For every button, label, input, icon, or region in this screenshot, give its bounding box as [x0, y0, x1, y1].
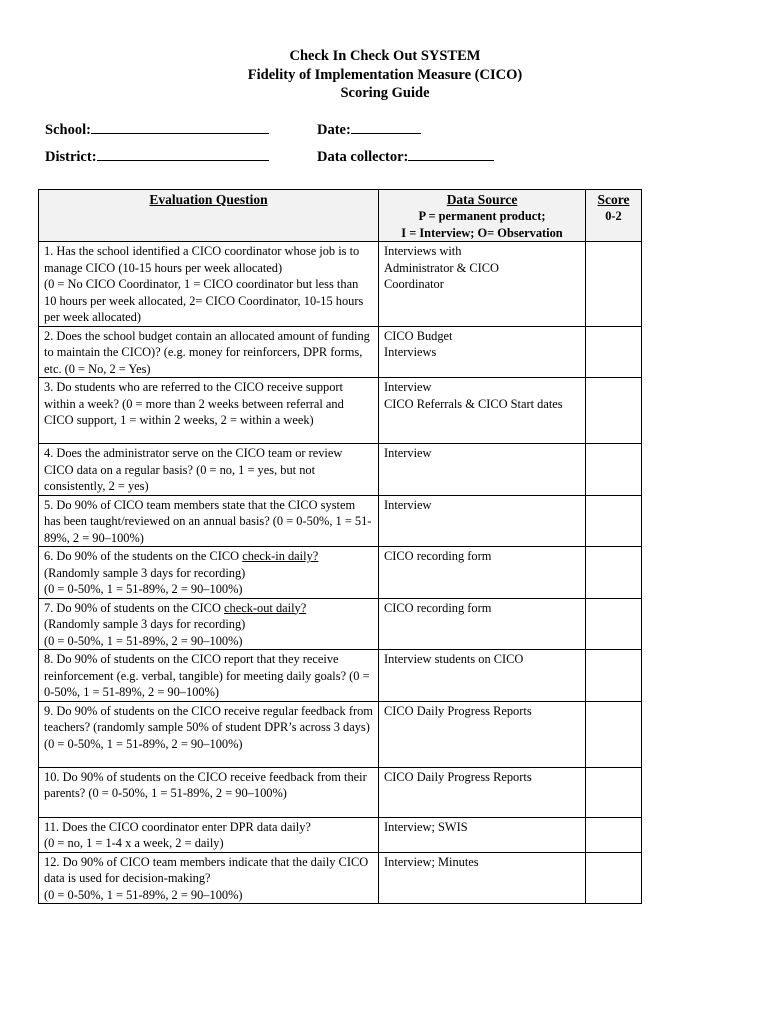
question-cell: 3. Do students who are referred to the CICO receive support within a week? (0 = more than 2 weeks between referral and CICO support, 1 = within 2 weeks, 2 = within a week)	[39, 378, 379, 444]
header-score	[586, 190, 642, 242]
source-cell: Interview students on CICO	[379, 650, 586, 702]
table-row	[39, 326, 642, 378]
score-cell[interactable]	[586, 326, 642, 378]
school-blank[interactable]	[91, 119, 269, 134]
document-subtitle: Fidelity of Implementation Measure (CICO)	[247, 66, 523, 83]
school-label: School:	[45, 122, 91, 138]
table-row	[39, 701, 642, 767]
score-cell[interactable]	[586, 852, 642, 904]
source-cell: CICO recording form	[379, 598, 586, 650]
score-cell[interactable]	[586, 767, 642, 817]
district-blank[interactable]	[97, 146, 269, 161]
score-cell[interactable]	[586, 495, 642, 547]
header-question-label: Evaluation Question	[149, 192, 268, 207]
question-cell	[39, 598, 379, 650]
score-cell[interactable]	[586, 598, 642, 650]
school-field[interactable]	[45, 119, 269, 139]
header-source-sub2: I = Interview; O= Observation	[401, 225, 563, 240]
source-cell: Interview; SWIS	[379, 817, 586, 852]
source-cell: CICO recording form	[379, 547, 586, 599]
table-row	[39, 242, 642, 327]
question-cell: 2. Does the school budget contain an allocated amount of funding to maintain the CICO)? (e.g. money for reinforcers, DPR forms, etc. (0 = No, 2 = Yes)	[39, 326, 379, 378]
table-header-row	[39, 190, 642, 242]
source-cell: CICO Budget Interviews	[379, 326, 586, 378]
score-cell[interactable]	[586, 242, 642, 327]
source-cell: Interview	[379, 495, 586, 547]
score-cell[interactable]	[586, 547, 642, 599]
header-source-label: Data Source	[446, 192, 518, 207]
table-row	[39, 547, 642, 599]
source-cell: Interview	[379, 444, 586, 496]
table-row	[39, 817, 642, 852]
score-cell[interactable]	[586, 444, 642, 496]
score-cell[interactable]	[586, 701, 642, 767]
table-row	[39, 378, 642, 444]
question-cell: 11. Does the CICO coordinator enter DPR data daily? (0 = no, 1 = 1-4 x a week, 2 = daily)	[39, 817, 379, 852]
scoring-table	[38, 189, 642, 904]
source-cell: Interview CICO Referrals & CICO Start dates	[379, 378, 586, 444]
question-emphasis: check-in daily?	[242, 549, 319, 563]
question-cell: 12. Do 90% of CICO team members indicate that the daily CICO data is used for decision-making? (0 = 0-50%, 1 = 51-89%, 2 = 90–100%)	[39, 852, 379, 904]
source-cell: CICO Daily Progress Reports	[379, 767, 586, 817]
question-cell: 9. Do 90% of students on the CICO receive regular feedback from teachers? (randomly sample 50% of student DPR’s across 3 days) (0 = 0-50%, 1 = 51-89%, 2 = 90–100%)	[39, 701, 379, 767]
table-row	[39, 852, 642, 904]
date-label: Date:	[317, 122, 351, 138]
question-emphasis: check-out daily?	[224, 600, 307, 615]
document-title: Check In Check Out SYSTEM	[289, 48, 481, 64]
district-field[interactable]	[45, 146, 269, 166]
question-cell: 10. Do 90% of students on the CICO receive feedback from their parents? (0 = 0-50%, 1 = 51-89%, 2 = 90–100%)	[39, 767, 379, 817]
header-score-label: Score	[597, 192, 630, 207]
score-cell[interactable]	[586, 817, 642, 852]
question-cell: 1. Has the school identified a CICO coordinator whose job is to manage CICO (10-15 hours per week allocated) (0 = No CICO Coordinator, 1 = CICO coordinator but less than 10 hours per week allocated, 2= CICO Coordinator, 10-15 hours per week allocated)	[39, 242, 379, 327]
header-question	[39, 190, 379, 242]
date-field[interactable]	[317, 119, 421, 139]
question-cell: 5. Do 90% of CICO team members state that the CICO system has been taught/reviewed on an annual basis? (0 = 0-50%, 1 = 51-89%, 2 = 90–100%)	[39, 495, 379, 547]
table-row	[39, 767, 642, 817]
source-cell: Interview; Minutes	[379, 852, 586, 904]
question-cell: 8. Do 90% of students on the CICO report that they receive reinforcement (e.g. verbal, tangible) for meeting daily goals? (0 = 0-50%, 1 = 51-89%, 2 = 90–100%)	[39, 650, 379, 702]
question-text-rest: (Randomly sample 3 days for recording) (0 = 0-50%, 1 = 51-89%, 2 = 90–100%)	[44, 565, 246, 596]
question-cell: 4. Does the administrator serve on the CICO team or review CICO data on a regular basis? (0 = no, 1 = yes, but not consistently, 2 = yes)	[39, 444, 379, 496]
table-row	[39, 444, 642, 496]
document-subtitle-2: Scoring Guide	[340, 85, 430, 101]
question-cell	[39, 547, 379, 599]
source-cell: Interviews with Administrator & CICO Coordinator	[379, 242, 586, 327]
table-row	[39, 650, 642, 702]
header-source-sub1: P = permanent product;	[418, 209, 546, 223]
question-text: 7. Do 90% of students on the CICO	[44, 600, 224, 615]
question-text: 6. Do 90% of the students on the CICO	[44, 549, 243, 563]
header-score-sub: 0-2	[605, 209, 622, 223]
score-cell[interactable]	[586, 650, 642, 702]
district-label: District:	[45, 149, 97, 165]
header-source	[379, 190, 586, 242]
data-collector-blank[interactable]	[408, 146, 494, 161]
document-header	[0, 47, 770, 103]
date-blank[interactable]	[351, 119, 421, 134]
table-row	[39, 598, 642, 650]
data-collector-label: Data collector:	[317, 149, 409, 165]
score-cell[interactable]	[586, 378, 642, 444]
source-cell: CICO Daily Progress Reports	[379, 701, 586, 767]
table-row	[39, 495, 642, 547]
data-collector-field[interactable]	[317, 146, 494, 166]
question-text-rest: (Randomly sample 3 days for recording) (0 = 0-50%, 1 = 51-89%, 2 = 90–100%)	[44, 617, 246, 648]
